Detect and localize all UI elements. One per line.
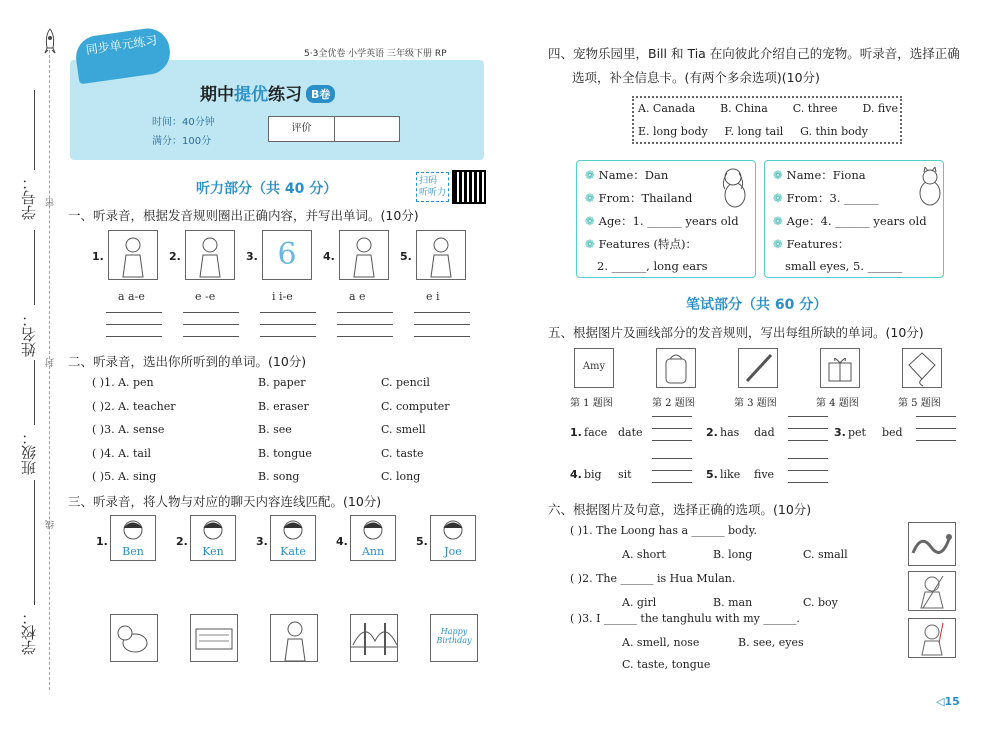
q6-question[interactable]: ( )3. I ______ the tanghulu with my ______. [570, 612, 800, 625]
backpack-icon [656, 348, 696, 388]
score-info: 满分：100分 [152, 136, 212, 147]
q6-option[interactable]: B. long [713, 548, 753, 561]
answer-line[interactable] [414, 312, 470, 313]
q1-heading: 一、听录音，根据发音规则圈出正确内容，并写出单词。(10分) [68, 208, 419, 223]
q6-option[interactable]: A. girl [622, 596, 657, 609]
card-age: ❁ Age：1. ______ years old [585, 213, 739, 229]
school-line [34, 480, 35, 605]
sample-word: has [720, 426, 740, 439]
item-number: 4. [323, 250, 335, 263]
answer-line[interactable] [260, 336, 316, 337]
item-number: 5. [400, 250, 412, 263]
name-line [34, 230, 35, 305]
figure-caption: 第 2 题图 [652, 398, 695, 409]
figure-caption: 第 3 题图 [734, 398, 777, 409]
item-number: 2. [169, 250, 181, 263]
card-feature-line: small eyes, 5. ______ [785, 259, 903, 273]
q5-heading: 五、根据图片及画线部分的发音规则，写出每组所缺的单词。(10分) [548, 325, 924, 340]
item-number: 2. [706, 426, 718, 439]
item-number: 5. [416, 535, 428, 548]
person-card[interactable] [110, 515, 156, 561]
q4-option: G. thin body [800, 125, 868, 138]
card-age: ❁ Age：4. ______ years old [773, 213, 927, 229]
item-number: 1. [570, 426, 582, 439]
q6-option[interactable]: C. boy [803, 596, 838, 609]
person-name: Ben [122, 545, 144, 558]
binding-dashed-line [49, 50, 50, 690]
answer-line[interactable] [337, 324, 393, 325]
sample-word: big [584, 468, 602, 481]
listening-part-title: 听力部分（共 40 分） [196, 181, 338, 197]
item-number: 3. [246, 250, 258, 263]
q2-choice-c[interactable]: C. computer [381, 399, 450, 413]
answer-line[interactable] [916, 440, 956, 441]
q2-choice-b[interactable]: B. eraser [258, 399, 309, 413]
qr-code-icon[interactable] [452, 170, 486, 204]
kite-icon [902, 348, 942, 388]
phonics-options[interactable]: a e [349, 290, 366, 303]
number-six-icon [262, 230, 312, 280]
answer-line[interactable] [788, 482, 828, 483]
card-features: ❁ Features (特点)： [585, 236, 697, 252]
hua-mulan-icon [908, 571, 956, 611]
q4-option-box [632, 96, 902, 144]
q2-choice-c[interactable]: C. smell [381, 423, 426, 436]
item-number: 4. [570, 468, 582, 481]
q6-option[interactable]: C. small [803, 548, 848, 561]
birthday-card-icon[interactable] [430, 614, 478, 662]
person-card[interactable] [190, 515, 236, 561]
phonics-options[interactable]: e i [426, 290, 440, 303]
q4-option: C. three [792, 102, 838, 115]
sample-word: date [618, 426, 643, 439]
card-name: ❁ Name：Dan [585, 167, 668, 183]
name-label: 姓名： [20, 312, 38, 357]
item-number: 4. [336, 535, 348, 548]
boy-portrait-icon[interactable] [270, 614, 318, 662]
evaluation-box: 评价 [268, 116, 400, 142]
number-six-text: 6 [277, 237, 297, 272]
person-card[interactable] [350, 515, 396, 561]
cut-mark: 密 [46, 198, 56, 207]
sample-word: bed [882, 426, 903, 439]
answer-line[interactable] [788, 470, 828, 471]
q2-choice-c[interactable]: C. taste [381, 446, 424, 460]
card-word: Amy [582, 361, 606, 372]
item-number: 1. [92, 250, 104, 263]
sample-word: pet [848, 426, 866, 439]
q6-option[interactable]: C. taste, tongue [622, 658, 711, 671]
answer-line[interactable] [788, 416, 828, 417]
phonics-options[interactable]: i i-e [272, 290, 293, 303]
q2-choice-a[interactable]: ( )5. A. sing [92, 470, 157, 483]
boy-eating-icon [108, 230, 158, 280]
rocket-icon [42, 28, 58, 54]
item-number: 1. [96, 535, 108, 548]
q4-option: A. Canada [638, 102, 696, 115]
answer-line[interactable] [106, 324, 162, 325]
q2-choice-b[interactable]: B. song [258, 470, 300, 483]
q6-option[interactable]: A. smell, nose [622, 636, 700, 649]
q2-choice-a[interactable]: ( )2. A. teacher [92, 399, 176, 413]
sample-word: dad [754, 426, 775, 439]
student-id-line [34, 90, 35, 170]
card-text: Happy Birthday [436, 627, 472, 645]
item-number: 5. [706, 468, 718, 481]
answer-line[interactable] [652, 470, 692, 471]
sample-word: face [584, 426, 608, 439]
figure-caption: 第 1 题图 [570, 398, 613, 409]
q2-choice-c[interactable]: C. long [381, 470, 421, 483]
q6-heading: 六、根据图片及句意，选择正确的选项。(10分) [548, 502, 812, 517]
person-name: Kate [280, 545, 306, 558]
card-feature-line: 2. ______, long ears [597, 259, 708, 273]
q3-heading: 三、听录音，将人物与对应的聊天内容连线匹配。(10分) [68, 494, 382, 509]
answer-line[interactable] [183, 324, 239, 325]
answer-line[interactable] [260, 312, 316, 313]
answer-line[interactable] [788, 428, 828, 429]
answer-line[interactable] [652, 428, 692, 429]
dragon-icon [908, 522, 956, 566]
card-from: ❁ From：3. ______ [773, 190, 879, 206]
person-card[interactable] [270, 515, 316, 561]
q2-choice-c[interactable]: C. pencil [381, 376, 430, 389]
q4-option: B. China [720, 102, 768, 115]
qr-label: 扫码 听听力 [416, 172, 449, 202]
answer-line[interactable] [337, 312, 393, 313]
answer-line[interactable] [414, 336, 470, 337]
series-info: 5·3全优卷 小学英语 三年级下册 RP [304, 49, 447, 59]
q2-choice-b[interactable]: B. see [258, 423, 292, 436]
pet-card-dan [576, 160, 756, 278]
card-from: ❁ From：Thailand [585, 190, 692, 206]
item-number: 2. [176, 535, 188, 548]
class-label: 班级： [20, 430, 38, 475]
answer-line[interactable] [916, 416, 956, 417]
answer-line[interactable] [337, 336, 393, 337]
figure-caption: 第 4 题图 [816, 398, 859, 409]
page-number: ◁15 [936, 695, 960, 708]
answer-line[interactable] [106, 336, 162, 337]
sample-word: sit [618, 468, 632, 481]
cut-mark: 封 [46, 358, 56, 367]
sample-word: five [754, 468, 775, 481]
pen-icon [738, 348, 778, 388]
time-info: 时间：40分钟 [152, 117, 215, 128]
answer-line[interactable] [652, 440, 692, 441]
student-id-label: 学号： [20, 175, 38, 220]
item-number: 3. [834, 426, 846, 439]
class-line [34, 360, 35, 425]
gift-box-icon [820, 348, 860, 388]
q6-option[interactable]: B. see, eyes [738, 636, 804, 649]
q4-heading-cont: 选项，补全信息卡。(有两个多余选项)(10分) [572, 70, 820, 85]
bridge-icon[interactable] [350, 614, 398, 662]
boy-sleeping-icon [185, 230, 235, 280]
q2-choice-b[interactable]: B. tongue [258, 446, 312, 460]
unit-tag: 同步单元练习 [73, 26, 172, 85]
cat-icon [915, 167, 945, 207]
school-label: 学校： [20, 610, 38, 655]
answer-line[interactable] [106, 312, 162, 313]
q4-option: D. five [862, 102, 898, 115]
answer-line[interactable] [788, 440, 828, 441]
answer-line[interactable] [652, 416, 692, 417]
person-name: Joe [444, 545, 462, 558]
answer-line[interactable] [652, 482, 692, 483]
q6-question[interactable]: ( )1. The Loong has a ______ body. [570, 524, 757, 537]
sample-word: like [720, 468, 741, 481]
version-badge: B卷 [306, 85, 335, 103]
q2-choice-a[interactable]: ( )1. A. pen [92, 376, 154, 389]
person-name: Ken [202, 545, 224, 558]
q2-choice-b[interactable]: B. paper [258, 376, 306, 389]
q4-option: F. long tail [724, 125, 784, 138]
writing-part-title: 笔试部分（共 60 分） [686, 297, 828, 313]
girl-standing-icon [339, 230, 389, 280]
phonics-options[interactable]: e -e [195, 290, 216, 303]
figure-caption: 第 5 题图 [898, 398, 941, 409]
q4-option: E. long body [638, 125, 708, 138]
q2-choice-a[interactable]: ( )4. A. tail [92, 446, 152, 460]
cut-mark: 线 [46, 520, 56, 529]
q2-heading: 二、听录音，选出你所听到的单词。(10分) [68, 354, 307, 369]
phonics-options[interactable]: a a-e [118, 290, 145, 303]
answer-line[interactable] [414, 324, 470, 325]
answer-line[interactable] [183, 312, 239, 313]
girl-sitting-icon [416, 230, 466, 280]
answer-line[interactable] [652, 458, 692, 459]
dog-icon[interactable] [110, 614, 158, 662]
q2-choice-a[interactable]: ( )3. A. sense [92, 423, 165, 436]
q6-option[interactable]: A. short [622, 548, 666, 561]
card-name: ❁ Name：Fiona [773, 167, 866, 183]
answer-line[interactable] [916, 428, 956, 429]
q6-question[interactable]: ( )2. The ______ is Hua Mulan. [570, 572, 736, 585]
pet-card-fiona [764, 160, 944, 278]
dog-icon [715, 165, 755, 211]
page-title: 期中提优练习 B卷 [200, 80, 335, 105]
answer-line[interactable] [788, 458, 828, 459]
name-card-icon [574, 348, 614, 388]
answer-line[interactable] [183, 336, 239, 337]
q6-option[interactable]: B. man [713, 596, 753, 609]
person-name: Ann [361, 545, 385, 558]
pencil-box-icon[interactable] [190, 614, 238, 662]
answer-line[interactable] [260, 324, 316, 325]
person-card[interactable] [430, 515, 476, 561]
card-features: ❁ Features： [773, 236, 849, 252]
girl-eating-icon [908, 618, 956, 658]
item-number: 3. [256, 535, 268, 548]
q4-heading: 四、宠物乐园里，Bill 和 Tia 在向彼此介绍自己的宠物。听录音，选择正确 [548, 46, 960, 61]
